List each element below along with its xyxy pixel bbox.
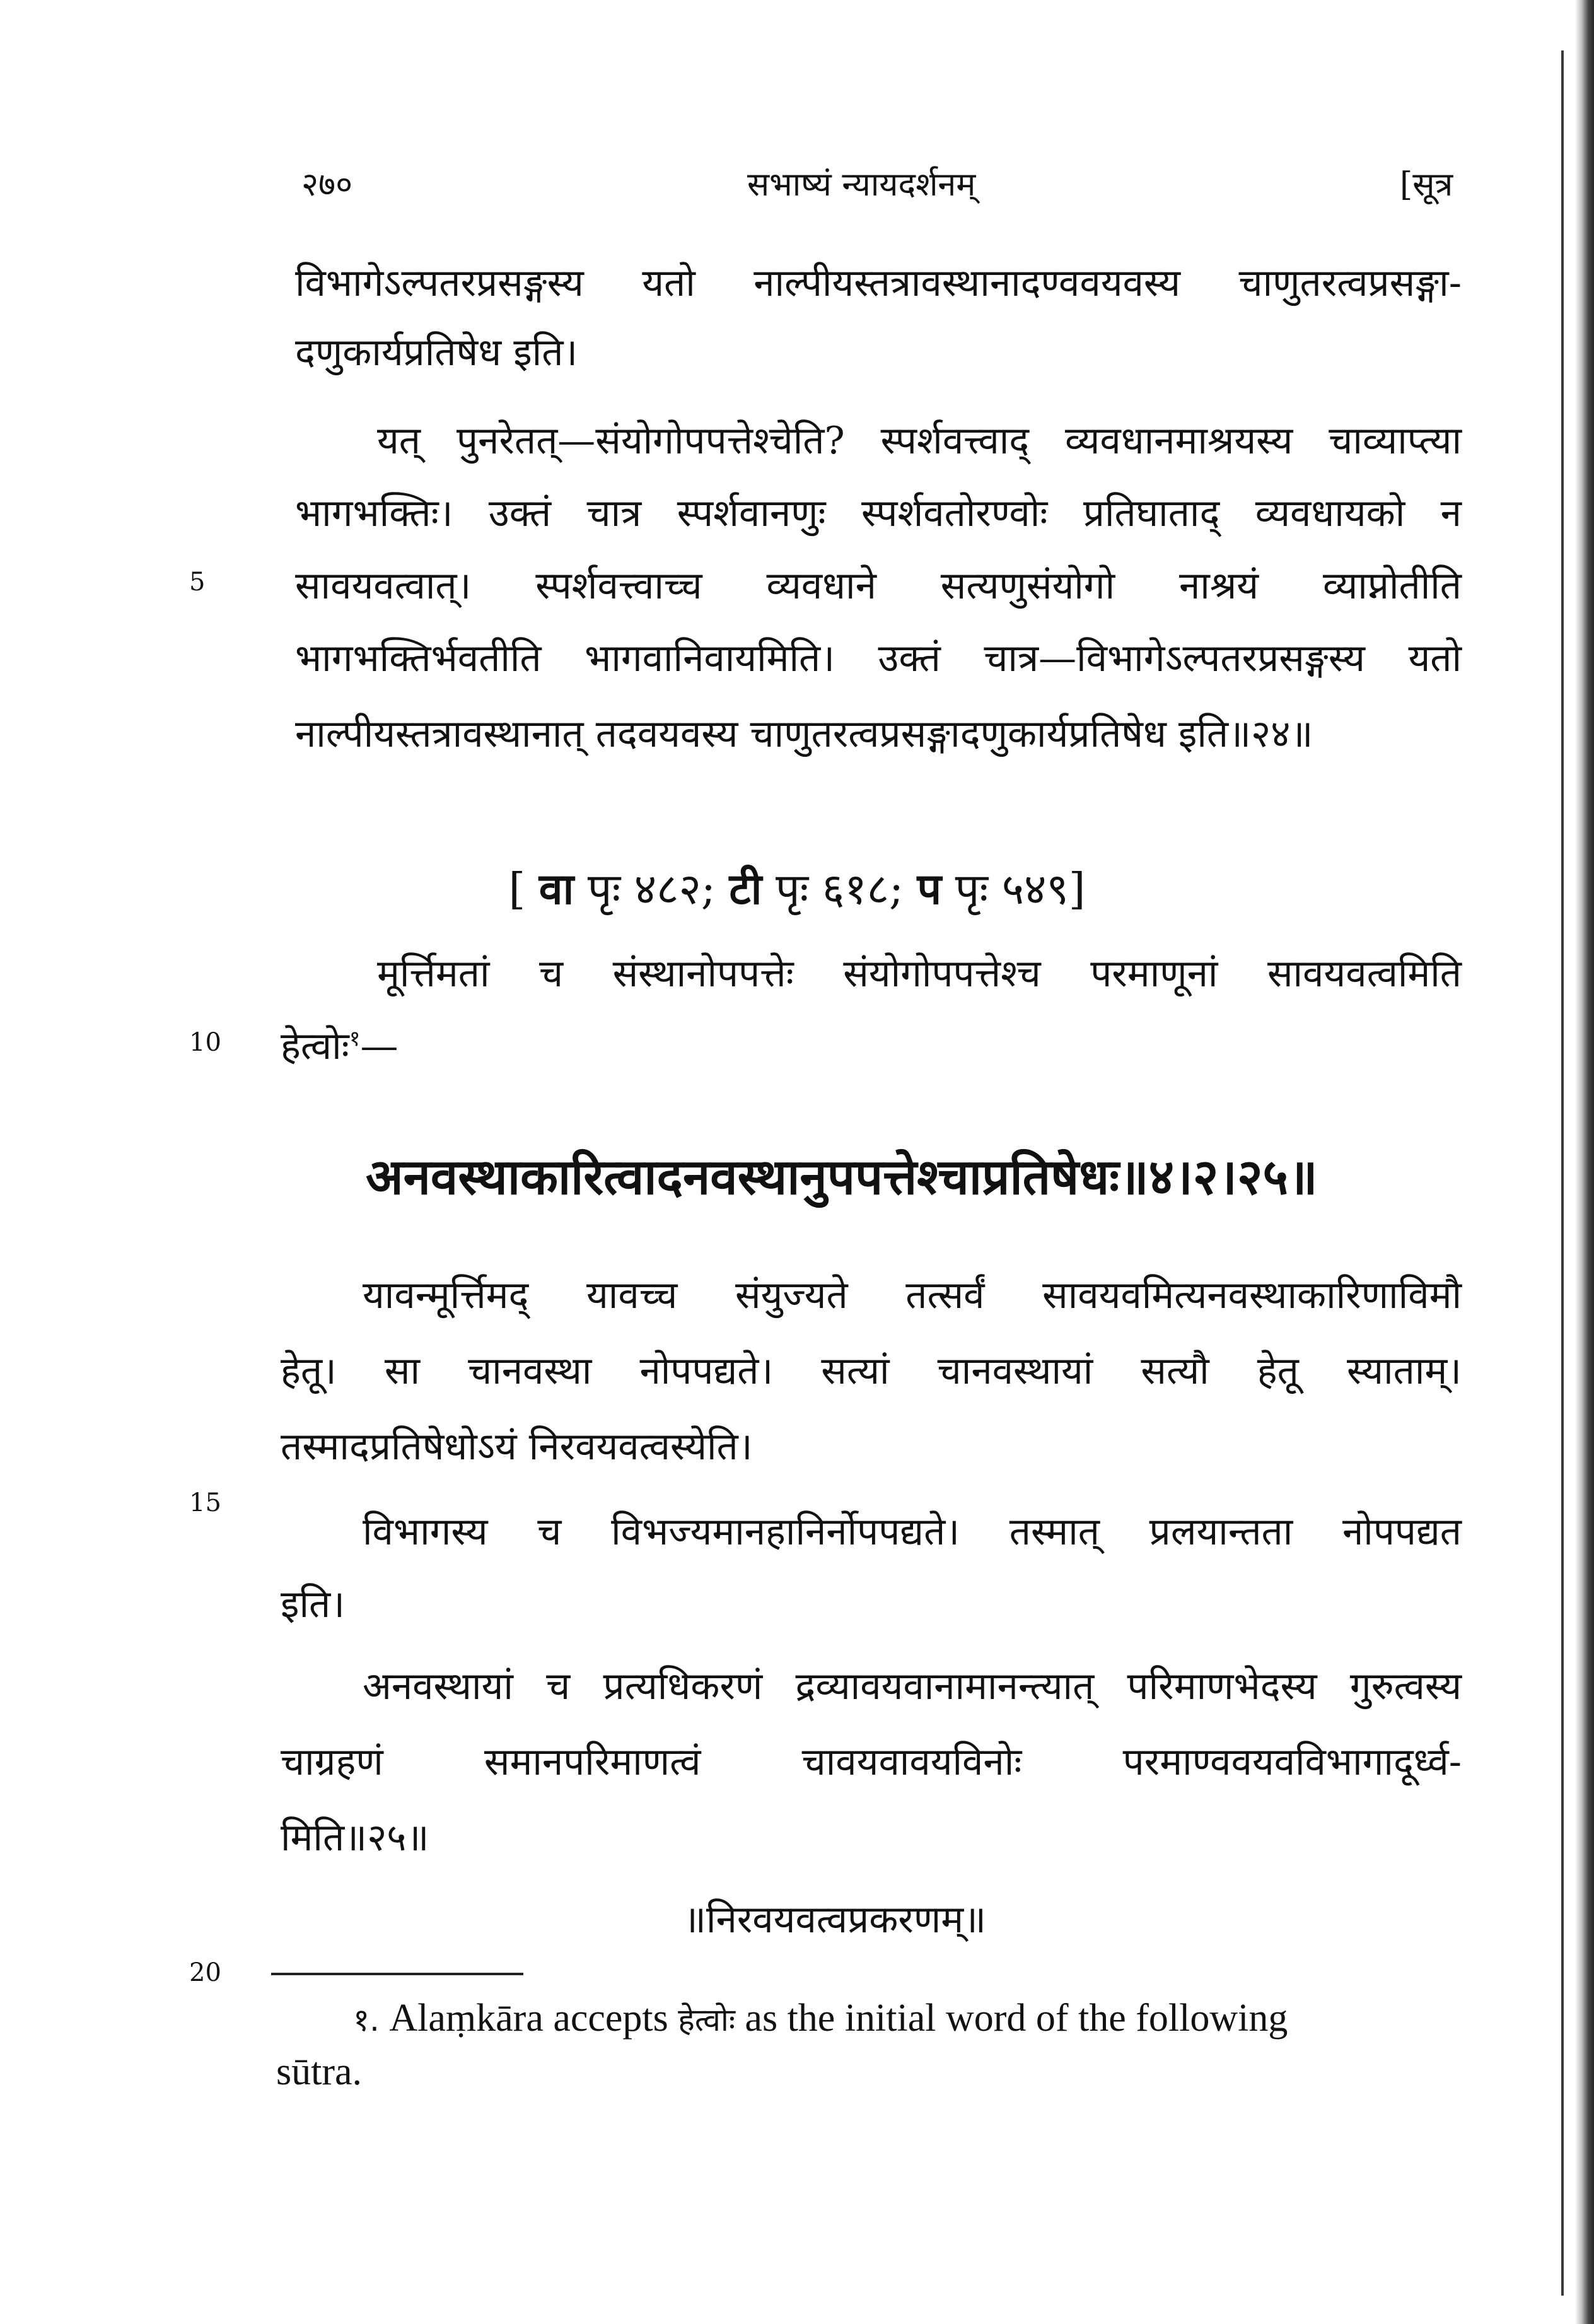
footnote-text: Alaṃkāra accepts <box>389 1997 668 2040</box>
footnote-text: as the initial word of the following <box>745 1997 1288 2040</box>
body-line: भागभक्तिः। उक्तं चात्र स्पर्शवानणुः स्पर्शवतोरण्वोः प्रतिघाताद् व्यवधायको न <box>295 491 1462 535</box>
body-line: यावन्मूर्त्तिमद् यावच्च संयुज्यते तत्सर्वं सावयवमित्यनवस्थाकारिणाविमौ <box>363 1273 1462 1317</box>
reference-va: वा <box>538 864 574 914</box>
body-line: हेतू। सा चानवस्था नोपपद्यते। सत्यां चानवस्थायां सत्यौ हेतू स्याताम्। <box>281 1349 1462 1393</box>
reference-open: [ <box>508 865 526 914</box>
body-line: सावयवत्वात्। स्पर्शवत्त्वाच्च व्यवधाने सत्यणुसंयोगो नाश्रयं व्याप्नोतीति <box>295 564 1462 608</box>
reference-pa: प <box>917 864 942 914</box>
section-end: ॥निरवयवत्वप्रकरणम्॥ <box>683 1898 987 1942</box>
section-marker: [सूत्र <box>1400 166 1453 204</box>
footnote-line: sūtra. <box>276 2050 363 2093</box>
body-line: चाग्रहणं समानपरिमाणत्वं चावयवावयविनोः परमाण्ववयवविभागादूर्ध्व- <box>281 1740 1462 1784</box>
dash: — <box>360 1024 398 1068</box>
reference-pa-page: पृः ५४९ <box>955 865 1069 914</box>
line-number: 5 <box>189 568 206 597</box>
page-edge-line <box>1561 50 1564 2296</box>
reference-line <box>0 858 1594 916</box>
line-number: 15 <box>189 1488 221 1517</box>
body-line <box>281 1019 1447 1070</box>
footnote-rule <box>271 1973 523 1975</box>
hetvoh-word: हेत्वोः <box>281 1024 349 1068</box>
body-line: तस्मादप्रतिषेधोऽयं निरवयवत्वस्येति। <box>281 1425 753 1469</box>
body-line: दणुकार्यप्रतिषेध इति। <box>295 330 578 375</box>
reference-close: ] <box>1068 865 1086 914</box>
body-line: अनवस्थायां च प्रत्यधिकरणं द्रव्यावयवानामानन्त्यात् परिमाणभेदस्य गुरुत्वस्य <box>363 1664 1462 1708</box>
body-line: भागभक्तिर्भवतीति भागवानिवायमिति। उक्तं चात्र—विभागेऽल्पतरप्रसङ्गस्य यतो <box>295 636 1462 680</box>
body-line: इति। <box>281 1582 345 1626</box>
page-title: सभाष्यं न्यायदर्शनम् <box>747 166 976 204</box>
body-line: नाल्पीयस्तत्रावस्थानात् तदवयवस्य चाणुतरत्वप्रसङ्गादणुकार्यप्रतिषेध इति॥२४॥ <box>295 712 1313 756</box>
reference-va-page: पृः ४८२; <box>587 865 716 914</box>
body-line: विभागेऽल्पतरप्रसङ्गस्य यतो नाल्पीयस्तत्रावस्थानादण्ववयवस्य चाणुतरत्वप्रसङ्गा- <box>295 261 1462 305</box>
footnote-number: १. <box>353 2002 380 2038</box>
body-line: मूर्त्तिमतां च संस्थानोपपत्तेः संयोगोपपत्तेश्च परमाणूनां सावयवत्वमिति <box>377 952 1462 996</box>
sutra-heading: अनवस्थाकारित्वादनवस्थानुपपत्तेश्चाप्रतिषेधः॥४।२।२५॥ <box>366 1148 1318 1206</box>
body-line: विभागस्य च विभज्यमानहानिर्नोपपद्यते। तस्मात् प्रलयान्तता नोपपद्यत <box>363 1510 1462 1554</box>
footnote-line <box>353 1996 1288 2041</box>
body-line: मिति॥२५॥ <box>281 1816 429 1860</box>
page-number: २७० <box>301 166 353 204</box>
footnote-deva-word: हेत्वोः <box>678 2002 735 2038</box>
reference-ti: टी <box>729 864 762 914</box>
reference-ti-page: पृः ६१८; <box>775 865 904 914</box>
line-number: 20 <box>189 1958 221 1987</box>
line-number: 10 <box>189 1028 221 1057</box>
page-binding-edge <box>1575 0 1594 2324</box>
footnote-marker: १ <box>349 1026 361 1051</box>
body-line: यत् पुनरेतत्—संयोगोपपत्तेश्चेति? स्पर्शवत्त्वाद् व्यवधानमाश्रयस्य चाव्याप्त्या <box>377 419 1462 463</box>
